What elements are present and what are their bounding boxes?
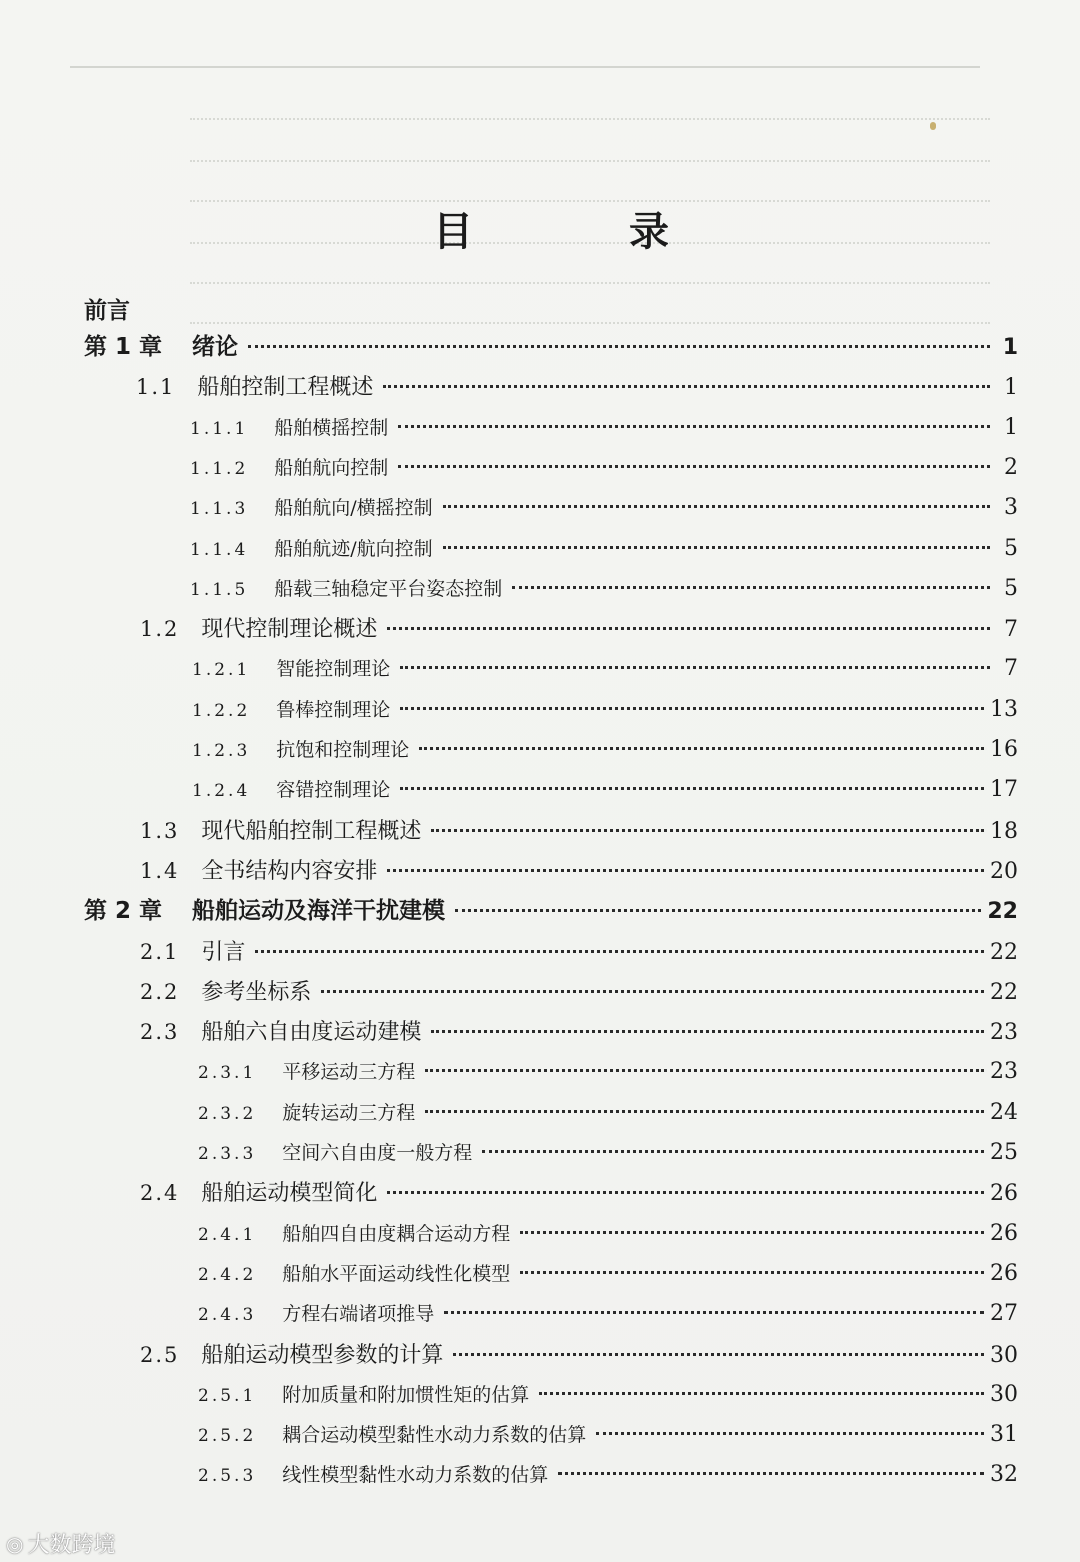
toc-section (140, 935, 1018, 969)
toc-title: 鲁棒控制理论 (276, 698, 391, 721)
toc-page-number: 26 (990, 1260, 1018, 1286)
dot-leader (425, 1069, 984, 1072)
toc-title: 抗饱和控制理论 (276, 739, 410, 761)
toc-section (140, 1176, 1018, 1210)
toc-subsection (192, 652, 1018, 686)
toc-number: 2.3.2 (198, 1103, 257, 1124)
toc-number: 2.1 (140, 939, 180, 964)
dot-leader (443, 505, 990, 508)
toc-number: 1.2.2 (192, 700, 251, 721)
dot-leader (520, 1231, 984, 1234)
toc-number: 1.2.4 (192, 781, 251, 802)
ghost-line (190, 302, 990, 324)
dot-leader (431, 829, 984, 832)
toc-page-number: 13 (990, 696, 1018, 722)
toc-page-number: 16 (990, 737, 1018, 762)
ghost-line (190, 180, 990, 202)
toc-page-number: 22 (987, 899, 1018, 925)
toc-subsection (192, 733, 1018, 767)
dot-leader (419, 747, 984, 750)
toc-title: 船载三轴稳定平台姿态控制 (274, 577, 503, 600)
toc-subsection (190, 572, 1018, 606)
toc-title: 引言 (201, 939, 246, 965)
toc-subsection (192, 693, 1018, 727)
toc-section (136, 370, 1018, 404)
toc-subsection (198, 1418, 1018, 1452)
toc-chapter (84, 894, 1018, 928)
toc-number: 1.2.3 (192, 741, 251, 761)
ghost-line (190, 140, 990, 162)
toc-number: 第 2 章 (84, 898, 163, 925)
dot-leader (400, 707, 984, 710)
toc-section (140, 814, 1018, 848)
toc-title: 船舶运动及海洋干扰建模 (192, 898, 446, 925)
dot-leader (255, 950, 984, 953)
toc-subsection (198, 1055, 1018, 1089)
toc-page-number: 27 (990, 1301, 1018, 1327)
toc-page-number: 25 (990, 1140, 1018, 1165)
toc-number: 2.4.2 (198, 1264, 257, 1285)
paper-blot (930, 122, 936, 130)
toc-number: 1.2.1 (192, 660, 251, 681)
dot-leader (482, 1150, 984, 1153)
toc-number: 1.1.4 (190, 539, 249, 560)
watermark (6, 1528, 115, 1559)
toc-number: 1.2 (140, 617, 180, 642)
toc-page-number: 1 (1004, 375, 1018, 401)
toc-subsection (198, 1217, 1018, 1251)
show-through-background (70, 0, 990, 360)
toc-page-number: 23 (990, 1020, 1018, 1046)
toc-page-number: 32 (990, 1462, 1018, 1488)
toc-title: 现代船舶控制工程概述 (201, 818, 422, 844)
toc-page-number: 26 (990, 1181, 1018, 1207)
toc-number: 2.3.1 (198, 1063, 257, 1084)
dot-leader (400, 787, 984, 790)
toc-page-number: 5 (1004, 575, 1018, 601)
toc-number: 2.5.3 (198, 1466, 257, 1487)
toc-number: 2.5.2 (198, 1426, 257, 1447)
toc-title: 船舶航向/横摇控制 (274, 497, 433, 520)
toc-number: 2.4.3 (198, 1305, 257, 1326)
dot-leader (248, 345, 990, 348)
toc-number: 1.1.3 (190, 499, 249, 520)
dot-leader (431, 1030, 984, 1033)
dot-leader (387, 869, 984, 872)
toc-page-number: 26 (990, 1220, 1018, 1246)
toc-section (140, 1338, 1018, 1372)
toc-page-number: 31 (990, 1422, 1018, 1448)
toc-title: 耦合运动模型黏性水动力系数的估算 (282, 1424, 587, 1447)
toc-page-number: 30 (990, 1342, 1018, 1368)
watermark-text: 大数跨境 (27, 1533, 116, 1558)
toc-title: 旋转运动三方程 (282, 1101, 416, 1124)
toc-title: 船舶横摇控制 (274, 416, 389, 439)
toc-chapter (84, 330, 1018, 364)
toc-page-number: 7 (1004, 656, 1018, 682)
toc-title: 平移运动三方程 (282, 1061, 416, 1084)
toc-page-number: 22 (990, 939, 1018, 965)
toc-number: 1.1.2 (190, 458, 249, 479)
header-rule (70, 66, 980, 68)
ghost-line (190, 262, 990, 284)
toc-page-number: 5 (1004, 535, 1018, 561)
dot-leader (539, 1392, 984, 1395)
dot-leader (455, 909, 981, 912)
toc-number: 1.3 (140, 818, 180, 843)
dot-leader (512, 586, 990, 589)
dot-leader (443, 546, 990, 549)
toc-subsection (198, 1297, 1018, 1331)
eye-logo-icon: ◎ (6, 1531, 24, 1556)
dot-leader (321, 990, 984, 993)
toc-page-number: 1 (1002, 335, 1018, 360)
dot-leader (400, 666, 990, 669)
toc-section (140, 1015, 1018, 1049)
toc-page-number: 24 (990, 1099, 1018, 1125)
toc-section (140, 854, 1018, 888)
toc-page-number: 3 (1004, 495, 1018, 521)
dot-leader (520, 1271, 984, 1274)
toc-subsection (198, 1096, 1018, 1130)
toc-page-number: 23 (990, 1059, 1018, 1085)
toc-subsection (198, 1136, 1018, 1170)
toc-number: 1.1 (136, 375, 176, 400)
toc-page-number: 30 (990, 1381, 1018, 1407)
toc-title: 容错控制理论 (276, 779, 391, 802)
toc-section (140, 612, 1018, 646)
toc-number: 2.4 (140, 1181, 180, 1206)
toc-subsection (198, 1257, 1018, 1291)
toc-page-number: 7 (1004, 617, 1018, 643)
toc-number: 2.3.3 (198, 1144, 257, 1164)
toc-title: 全书结构内容安排 (201, 858, 378, 884)
page-title: 目 录 (433, 209, 727, 255)
toc-title: 绪论 (192, 334, 239, 360)
toc-page-number: 18 (990, 818, 1018, 844)
dot-leader (425, 1110, 984, 1113)
dot-leader (398, 465, 990, 468)
toc-page-number: 22 (990, 979, 1018, 1005)
toc-subsection (198, 1458, 1018, 1492)
toc-page-number: 20 (990, 858, 1018, 884)
dot-leader (383, 385, 990, 388)
toc-number: 2.5.1 (198, 1385, 257, 1406)
toc-subsection (198, 1378, 1018, 1412)
toc-title: 附加质量和附加惯性矩的估算 (282, 1383, 530, 1406)
toc-number: 第 1 章 (84, 334, 163, 360)
toc-subsection (192, 773, 1018, 807)
toc-title: 船舶六自由度运动建模 (201, 1020, 422, 1046)
toc-title: 船舶航向控制 (274, 456, 389, 479)
toc-title: 现代控制理论概述 (201, 617, 378, 643)
toc-title: 参考坐标系 (201, 979, 312, 1005)
toc-title: 船舶四自由度耦合运动方程 (282, 1222, 511, 1245)
dot-leader (558, 1472, 984, 1475)
toc-subsection (190, 411, 1018, 445)
dot-leader (398, 425, 990, 428)
toc-page-number: 17 (990, 777, 1018, 803)
toc-subsection (190, 532, 1018, 566)
toc-title: 船舶航迹/航向控制 (274, 537, 433, 560)
toc-title: 空间六自由度一般方程 (282, 1142, 473, 1164)
toc-section (140, 975, 1018, 1009)
toc-number: 2.2 (140, 979, 180, 1004)
toc-title: 智能控制理论 (276, 658, 391, 681)
toc-title: 船舶控制工程概述 (197, 375, 374, 401)
dot-leader (387, 627, 990, 630)
toc-title: 线性模型黏性水动力系数的估算 (282, 1464, 549, 1487)
dot-leader (596, 1432, 984, 1435)
dot-leader (387, 1191, 984, 1194)
toc-number: 1.1.5 (190, 579, 249, 600)
toc-number: 1.4 (140, 858, 180, 883)
toc-number: 2.3 (140, 1020, 180, 1045)
toc-number: 2.5 (140, 1342, 180, 1367)
toc-subsection (190, 491, 1018, 525)
toc-page-number: 2 (1004, 454, 1018, 480)
toc-title: 船舶运动模型简化 (201, 1181, 378, 1207)
toc-page-number: 1 (1004, 414, 1018, 440)
toc-number: 2.4.1 (198, 1224, 257, 1245)
dot-leader (444, 1311, 984, 1314)
ghost-line (190, 98, 990, 120)
toc-title: 船舶运动模型参数的计算 (201, 1342, 444, 1368)
toc-preface: 前言 (84, 298, 130, 324)
toc-title: 船舶水平面运动线性化模型 (282, 1262, 511, 1285)
dot-leader (453, 1353, 984, 1356)
toc-number: 1.1.1 (190, 418, 249, 439)
toc-title: 方程右端诸项推导 (282, 1303, 435, 1326)
toc-subsection (190, 451, 1018, 485)
